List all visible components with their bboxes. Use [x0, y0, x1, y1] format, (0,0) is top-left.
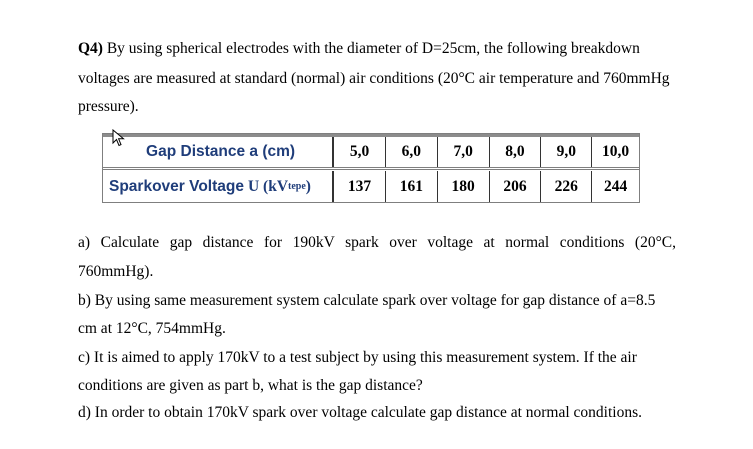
voltage-value: 137 — [334, 171, 386, 202]
table-divider — [103, 167, 639, 168]
gap-value: 10,0 — [602, 143, 630, 160]
part-c-line-2: conditions are given as part b, what is the gap distance? — [78, 377, 423, 394]
sparkover-unit-close: ) — [305, 177, 311, 195]
gap-value: 7,0 — [438, 137, 490, 167]
table-divider — [103, 169, 639, 170]
question-line-3: pressure). — [78, 98, 139, 115]
part-c-line-1: c) It is aimed to apply 170kV to a test subject by using this measurement system. If the air — [78, 349, 637, 366]
table-row-sparkover-voltage — [103, 171, 639, 202]
question-text-1: By using spherical electrodes with the diameter of D=25cm, the following breakdown — [106, 40, 640, 57]
part-a-line-1: a) Calculate gap distance for 190kV spark over voltage at normal conditions (20°C, — [78, 234, 676, 251]
sparkover-unit: U (kV — [247, 177, 289, 195]
part-d-line-1: d) In order to obtain 170kV spark over voltage calculate gap distance at normal conditions. — [78, 404, 643, 421]
breakdown-voltage-table — [102, 133, 640, 203]
voltage-value: 244 — [603, 177, 628, 195]
voltage-value: 206 — [490, 171, 542, 202]
gap-value: 8,0 — [490, 137, 542, 167]
gap-value: 5,0 — [334, 137, 386, 167]
sparkover-label: Sparkover Voltage — [109, 177, 244, 195]
sparkover-voltage-header — [103, 171, 334, 202]
gap-distance-header: Gap Distance a (cm) — [103, 137, 334, 167]
mouse-pointer-icon — [112, 129, 126, 147]
part-b-line-2: cm at 12°C, 754mmHg. — [78, 320, 226, 337]
question-line-1 — [78, 40, 640, 58]
table-row-gap-distance — [103, 137, 639, 167]
voltage-value: 161 — [386, 171, 438, 202]
sparkover-unit-subscript: tepe — [288, 181, 306, 192]
part-a-line-2: 760mmHg). — [78, 263, 154, 280]
part-b-line-1: b) By using same measurement system calculate spark over voltage for gap distance of a=8.5 — [78, 292, 656, 309]
gap-value: 9,0 — [541, 137, 592, 167]
voltage-value: 226 — [541, 171, 592, 202]
gap-value: 6,0 — [386, 137, 438, 167]
question-line-2: voltages are measured at standard (normal) air conditions (20°C air temperature and 760mmHg — [78, 70, 670, 87]
voltage-value: 180 — [438, 171, 490, 202]
question-number: Q4) — [78, 40, 103, 57]
